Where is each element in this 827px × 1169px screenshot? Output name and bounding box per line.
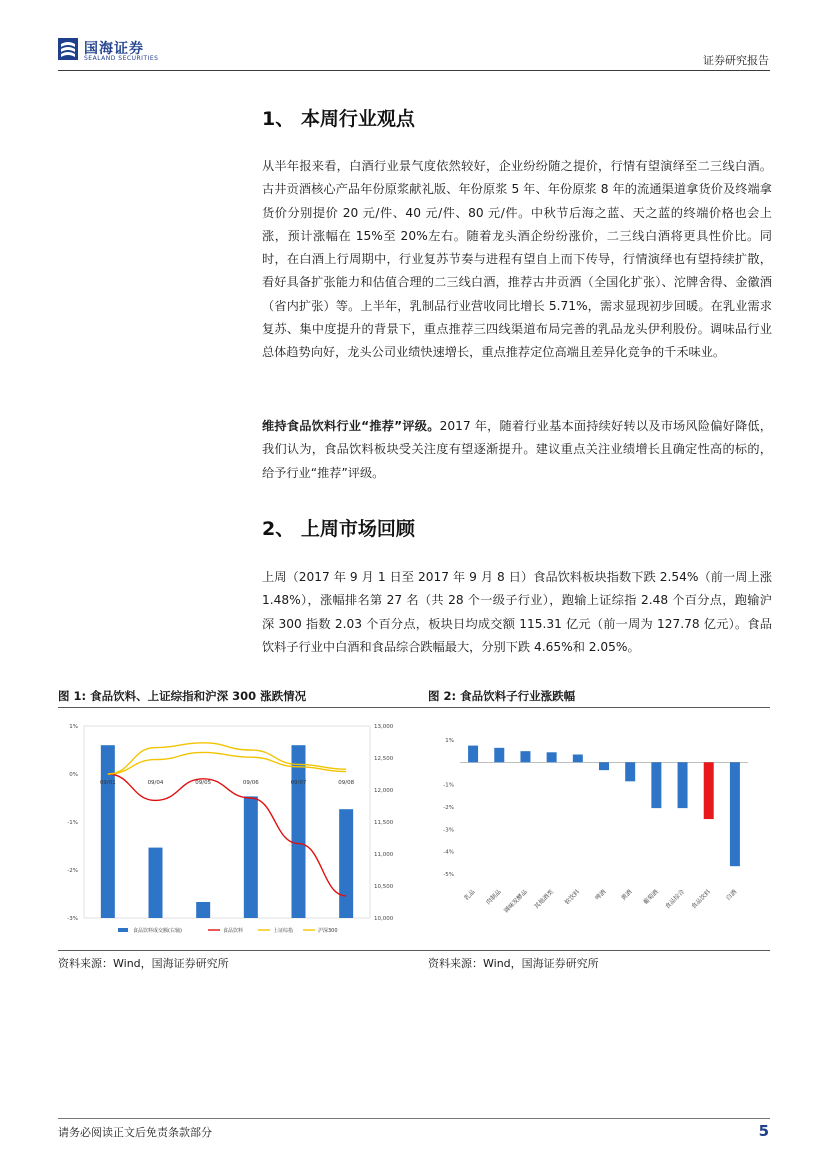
legend-label: 沪深300 (318, 928, 338, 934)
x-axis-label: 其他酒类 (533, 888, 556, 911)
y-axis-tick: -5% (443, 872, 454, 878)
subsector-bar (599, 762, 609, 770)
logo-en-text: SEALAND SECURITIES (84, 55, 159, 62)
section1-paragraph2 (262, 415, 772, 485)
y-axis-tick: -4% (443, 849, 454, 856)
right-axis-tick: 13,000 (374, 724, 394, 730)
rating-statement: 维持食品饮料行业“推荐”评级。 (262, 419, 440, 433)
section2-title: 2、 上周市场回顾 (262, 518, 415, 540)
y-axis-tick: -3% (443, 827, 454, 834)
x-axis-label: 葡萄酒 (642, 888, 660, 907)
figure-top-divider (58, 707, 770, 708)
figure1-title: 图 1: 食品饮料、上证综指和沪深 300 涨跌情况 (58, 689, 307, 703)
x-axis-label: 09/05 (195, 780, 212, 786)
y-axis-tick: -1% (443, 782, 454, 789)
x-axis-label: 肉制品 (484, 888, 503, 907)
section1-title: 1、 本周行业观点 (262, 108, 415, 130)
footer-disclaimer: 请务必阅读正文后免责条款部分 (58, 1126, 212, 1139)
y-axis-tick: 1% (445, 738, 454, 744)
figure2-chart (428, 712, 770, 944)
subsector-bar (730, 762, 740, 866)
subsector-bar (625, 762, 635, 781)
right-axis-tick: 12,500 (374, 756, 394, 762)
figure-bottom-divider (58, 950, 770, 951)
turnover-bar (339, 809, 353, 918)
turnover-bar (292, 745, 306, 918)
turnover-bar (101, 745, 115, 918)
turnover-bar (149, 848, 163, 918)
subsector-bar (520, 751, 530, 762)
page-number: 5 (758, 1122, 769, 1140)
logo (58, 38, 178, 64)
legend-label: 食品饮料成交额(右轴) (133, 928, 182, 934)
x-axis-label: 乳品 (463, 888, 477, 902)
subsector-bar (468, 746, 478, 763)
left-axis-tick: -3% (67, 916, 78, 922)
subsector-bar (547, 752, 557, 762)
right-axis-tick: 10,500 (374, 884, 394, 890)
rating-detail: 2017 年，随着行业基本面持续好转以及市场风险偏好降低，我们认为，食品饮料板块受关注度有望逐渐提升。建议重点关注业绩增长且确定性高的标的，给予行业“推荐”评级。 (262, 419, 772, 480)
logo-cn-text: 国海证券 (84, 41, 144, 57)
x-axis-label: 黄酒 (620, 888, 634, 902)
x-axis-label: 软饮料 (563, 888, 582, 907)
x-axis-label: 09/07 (290, 780, 307, 786)
footer-divider (58, 1118, 770, 1119)
figure1-source: 资料来源：Wind，国海证券研究所 (58, 957, 229, 970)
x-axis-label: 白酒 (724, 888, 739, 902)
figure1-chart (58, 712, 410, 944)
left-axis-tick: -2% (67, 868, 78, 874)
x-axis-label: 调味发酵品 (502, 888, 529, 915)
x-axis-label: 09/06 (242, 780, 259, 786)
report-type: 证券研究报告 (703, 54, 769, 67)
right-axis-tick: 11,000 (374, 852, 394, 858)
subsector-bar (651, 762, 661, 808)
turnover-bar (244, 796, 258, 918)
x-axis-label: 09/04 (147, 780, 164, 786)
subsector-bar (704, 762, 714, 819)
subsector-bar (494, 748, 504, 763)
right-axis-tick: 12,000 (374, 788, 394, 794)
left-axis-tick: 0% (69, 772, 78, 778)
header-divider (58, 70, 770, 71)
x-axis-label: 09/01 (99, 780, 116, 786)
right-axis-tick: 10,000 (374, 916, 394, 922)
sealand-logo-icon (58, 38, 78, 60)
left-axis-tick: 1% (69, 724, 78, 730)
figure2-title: 图 2: 食品饮料子行业涨跌幅 (428, 689, 576, 703)
section2-paragraph: 上周（2017 年 9 月 1 日至 2017 年 9 月 8 日）食品饮料板块指数下跌 2.54%（前一周上涨 1.48%），涨幅排名第 27 名（共 28 个一级子行业），跑输上证综指 2.48 个百分点，跑输沪深 300 指数 2.03 个百分点，板块日均成交额 115.31 亿元（前一周为 127.78 亿元）。食品饮料子行业中白酒和食品综合跌幅最大，分别下跌 4.65%和 2.05%。 (262, 570, 772, 654)
x-axis-label: 食品饮料 (690, 888, 713, 911)
legend-label: 食品饮料 (223, 928, 244, 934)
legend-swatch (118, 928, 128, 932)
subsector-bar (678, 762, 688, 808)
left-axis-tick: -1% (67, 820, 78, 826)
figure2-source: 资料来源：Wind，国海证券研究所 (428, 957, 599, 970)
right-axis-tick: 11,500 (374, 820, 394, 826)
x-axis-label: 啤酒 (593, 888, 608, 902)
turnover-bar (196, 902, 210, 918)
subsector-bar (573, 755, 583, 763)
x-axis-label: 食品综合 (664, 888, 686, 911)
x-axis-label: 09/08 (338, 780, 355, 786)
legend-label: 上证综指 (273, 928, 294, 934)
section1-paragraph1: 从半年报来看，白酒行业景气度依然较好，企业纷纷随之提价，行情有望演绎至二三线白酒。古井贡酒核心产品年份原浆献礼版、年份原浆 5 年、年份原浆 8 年的流通渠道拿货价及终端拿货价分别提价 20 元/件、40 元/件、80 元/件。中秋节后海之蓝、天之蓝的终端价格也会上涨，预计涨幅在 15%至 20%左右。随着龙头酒企纷纷涨价，二三线白酒将更具性价比。同时，在白酒上行周期中，行业复苏节奏与进程有望自上而下传导，行情演绎也有望持续扩散，看好具备扩张能力和估值合理的二三线白酒，推荐古井贡酒（全国化扩张）、沱牌舍得、金徽酒（省内扩张）等。上半年，乳制品行业营收同比增长 5.71%，需求显现初步回暖。在乳业需求复苏、集中度提升的背景下，重点推荐三四线渠道布局完善的乳品龙头伊利股份。调味品行业总体趋势向好，龙头公司业绩快速增长，重点推荐定位高端且差异化竞争的千禾味业。 (262, 159, 772, 360)
y-axis-tick: -2% (443, 805, 454, 811)
